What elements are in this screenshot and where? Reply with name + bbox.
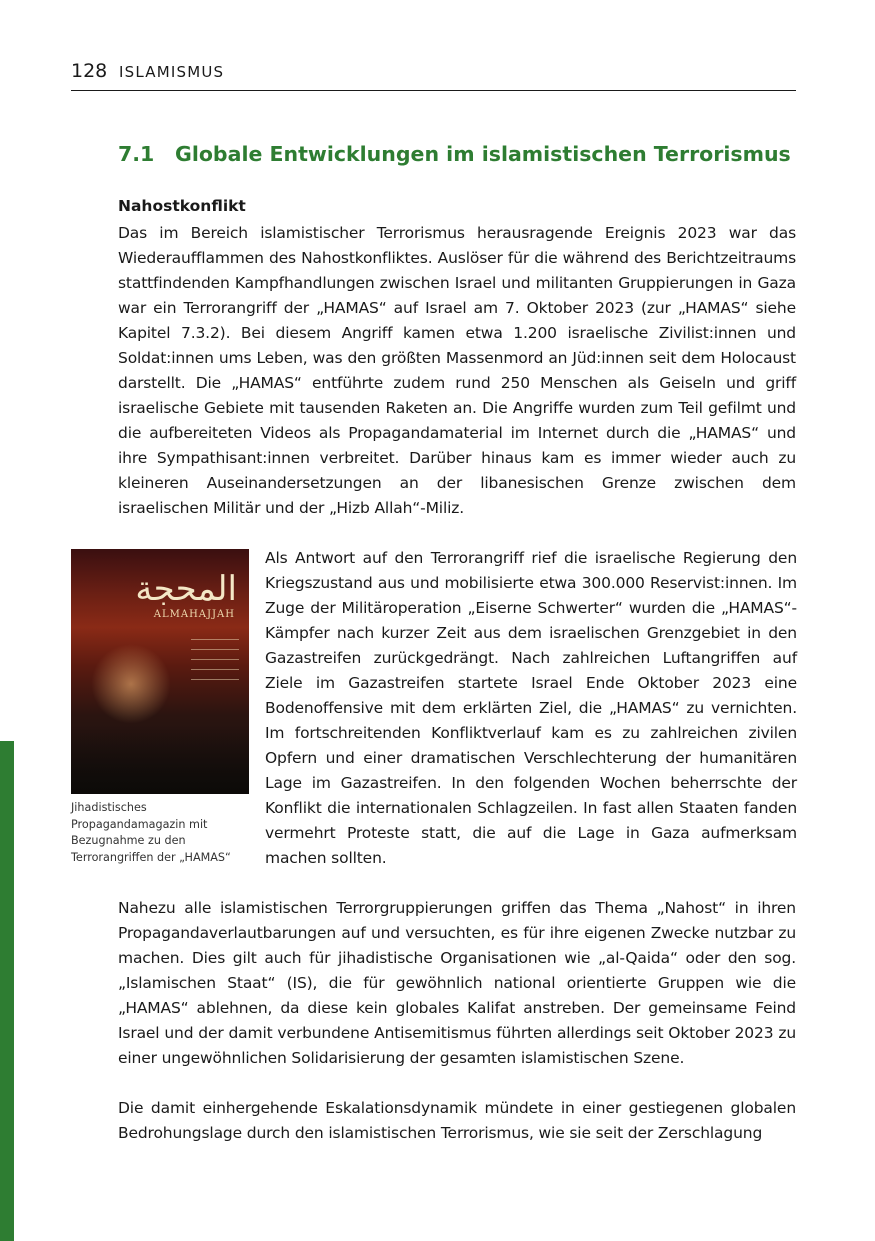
page-number: 128 [71, 60, 108, 82]
magazine-subtitle: ALMAHAJJAH [153, 609, 235, 620]
subheading: Nahostkonflikt [118, 197, 246, 215]
running-title: ISLAMISMUS [119, 63, 225, 81]
page-header [71, 58, 796, 91]
figure-caption: Jihadistisches Propagandamagazin mit Bezugnahme zu den Terrorangriffen der „HAMAS“ [71, 801, 231, 864]
section-title [118, 142, 818, 166]
section-title-text: Globale Entwicklungen im islamistischen Terrorismus [175, 142, 791, 166]
side-accent-bar [0, 741, 14, 1241]
section-number: 7.1 [118, 142, 155, 166]
cover-text-line [191, 659, 239, 660]
fire-glow [91, 644, 171, 724]
cover-text-line [191, 649, 239, 650]
magazine-cover-image [71, 549, 249, 794]
cover-text-line [191, 639, 239, 640]
paragraph-1: Das im Bereich islamistischer Terrorismus herausragende Ereignis 2023 war das Wiederaufflammen des Nahostkonfliktes. Auslöser für die während des Berichtzeitraums stattfindenden Kampfhandlungen zwischen Israel und militanten Gruppierungen in Gaza war ein Terrorangriff der „HAMAS“ auf Israel am 7. Oktober 2023 (zur „HAMAS“ siehe Kapitel 7.3.2). Bei diesem Angriff kamen etwa 1.200 israelische Zivilist:innen und Soldat:innen ums Leben, was den größten Massenmord an Jüd:innen seit dem Holocaust darstellt. Die „HAMAS“ entführte zudem rund 250 Menschen als Geiseln und griff israelische Gebiete mit tausenden Raketen an. Die Angriffe wurden zum Teil gefilmt und die aufbereiteten Videos als Propagandamaterial im Internet durch die „HAMAS“ und ihre Sympathisant:innen verbreitet. Darüber hinaus kam es immer wieder auch zu kleineren Auseinandersetzungen an der libanesischen Grenze zwischen dem israelischen Militär und der „Hizb Allah“-Miliz. [118, 224, 796, 517]
paragraph-2: Als Antwort auf den Terrorangriff rief die israelische Regierung den Kriegszustand aus und mobilisierte etwa 300.000 Reservist:innen. Im Zuge der Militäroperation „Eiserne Schwerter“ wurden die „HAMAS“-Kämpfer nach kurzer Zeit aus dem israelischen Grenzgebiet in den Gazastreifen zurückgedrängt. Nach zahlreichen Luftangriffen auf Ziele im Gazastreifen startete Israel Ende Oktober 2023 eine Bodenoffensive mit dem erklärten Ziel, die „HAMAS“ zu vernichten. Im fortschreitenden Konfliktverlauf kam es zu zahlreichen zivilen Opfern und einer dramatischen Verschlechterung der humanitären Lage im Gazastreifen. In den folgenden Wochen beherrschte der Konflikt die internationalen Schlagzeilen. In fast allen Staaten fanden vermehrt Proteste statt, die auf die Lage in Gaza aufmerksam machen sollten. [265, 549, 797, 867]
paragraph-3: Nahezu alle islamistischen Terrorgruppierungen griffen das Thema „Nahost“ in ihren Propagandaverlautbarungen auf und versuchten, es für ihre eigenen Zwecke nutzbar zu machen. Dies gilt auch für jihadistische Organisationen wie „al-Qaida“ oder den sog. „Islamischen Staat“ (IS), die für gewöhnlich national orientierte Gruppen wie die „HAMAS“ ablehnen, da diese kein globales Kalifat anstreben. Der gemeinsame Feind Israel und der damit verbundene Antisemitismus führten allerdings seit Oktober 2023 zu einer ungewöhnlichen Solidarisierung der gesamten islamistischen Szene. [118, 899, 796, 1067]
cover-dark-ground [71, 724, 249, 794]
cover-text-line [191, 679, 239, 680]
magazine-title: المحجة [135, 569, 237, 609]
paragraph-4: Die damit einhergehende Eskalationsdynamik mündete in einer gestiegenen globalen Bedrohungslage durch den islamistischen Terrorismus, wie sie seit der Zerschlagung [118, 1099, 796, 1142]
cover-text-line [191, 669, 239, 670]
